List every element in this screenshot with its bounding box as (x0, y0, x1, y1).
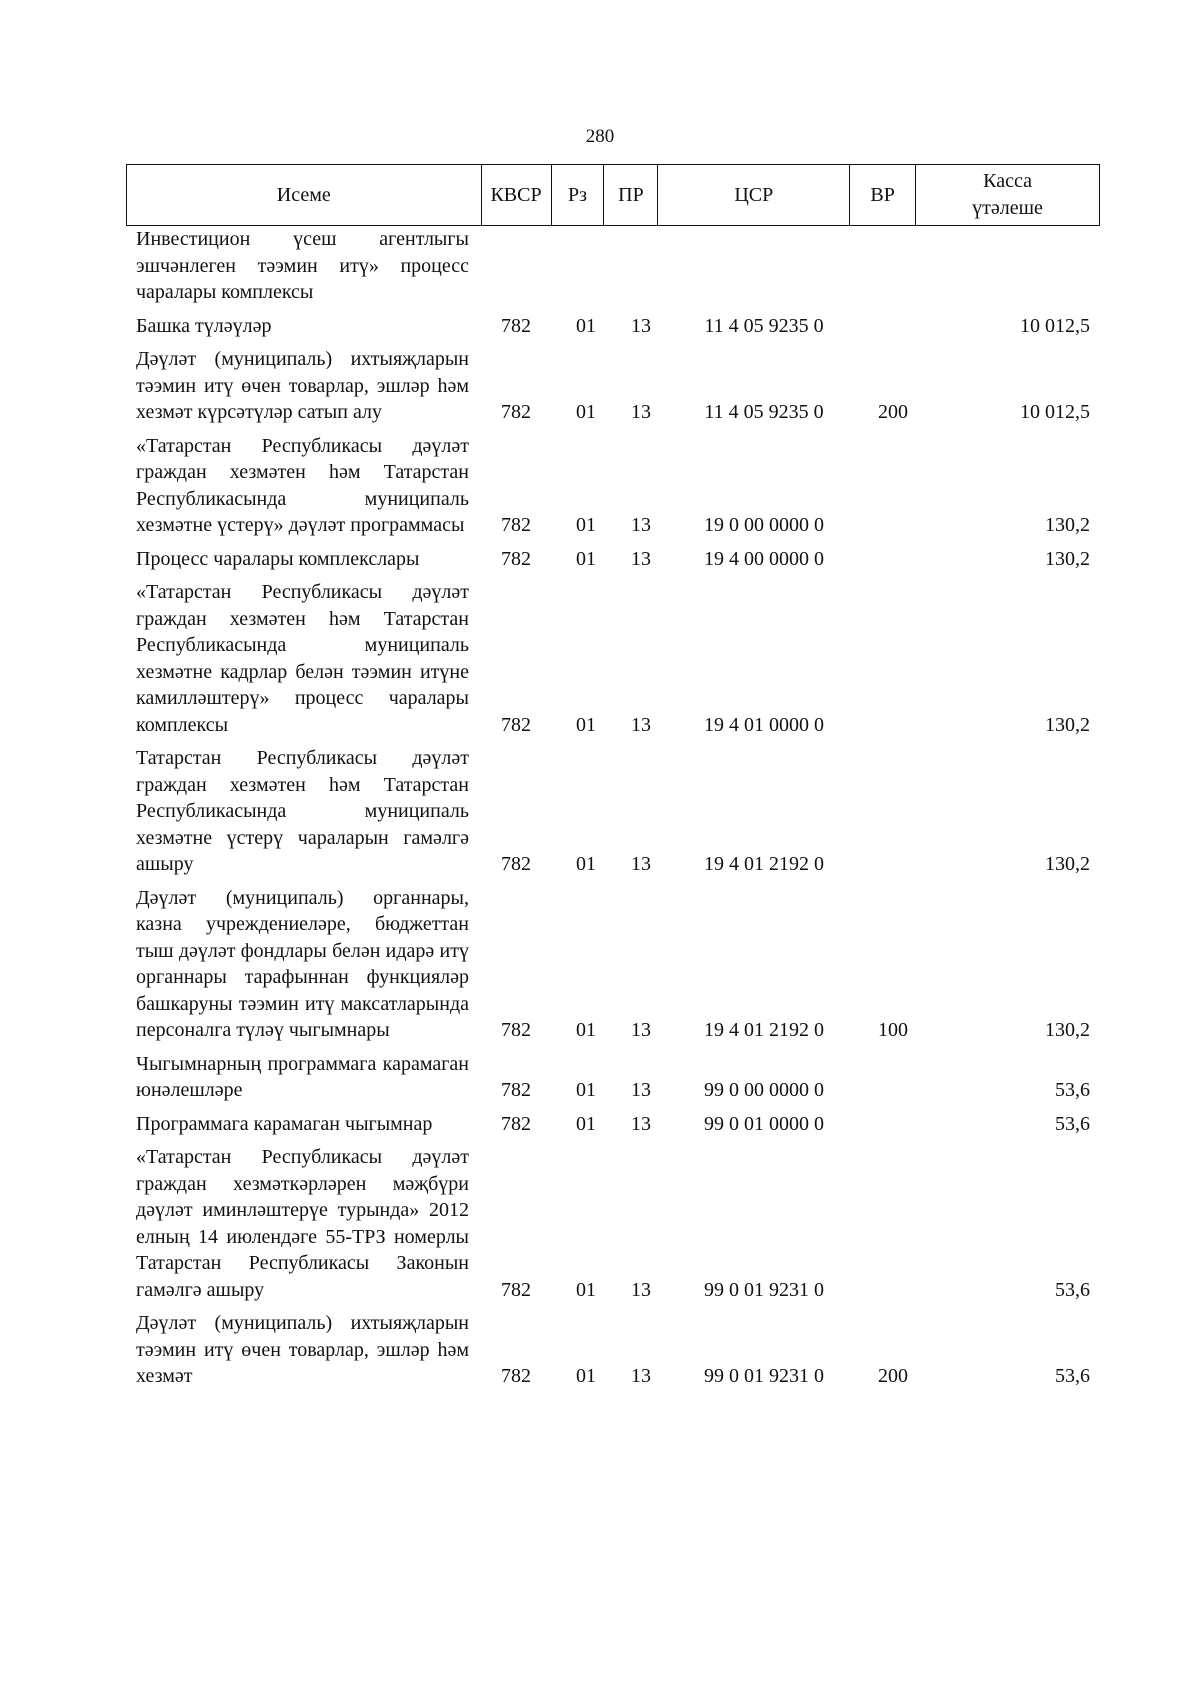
table-row (0, 226, 1200, 306)
row-kvsr: 782 (501, 514, 531, 536)
row-kvsr: 782 (501, 1278, 531, 1301)
table-row (0, 579, 1200, 738)
row-name: Дәүләт (муниципаль) ихтыяҗларын тәэмин итү өчен товарлар, эшләр һәм хезмәт күрсәтүләр сатып алу (136, 348, 469, 423)
row-sum: 130,2 (1045, 1019, 1090, 1041)
table-row (0, 745, 1200, 878)
row-pr: 13 (631, 514, 651, 536)
row-kvsr: 782 (501, 401, 531, 423)
column-header-sum: Касса үтәлеше (916, 165, 1100, 226)
row-kvsr: 782 (501, 1079, 531, 1101)
row-sum: 53,6 (1055, 1365, 1090, 1387)
table-row (0, 346, 1200, 426)
row-sum: 10 012,5 (1020, 314, 1090, 337)
row-pr: 13 (631, 1112, 651, 1135)
row-csr: 19 4 01 0000 0 (704, 713, 824, 736)
row-csr: 19 4 01 2192 0 (704, 1019, 824, 1041)
row-sum: 130,2 (1045, 713, 1090, 736)
table-row (0, 546, 1200, 573)
table-row (0, 1310, 1200, 1390)
row-name: «Татарстан Республикасы дәүләт граждан хезмәтен һәм Татарстан Республикасында муниципаль хезмәтне кадрлар белән тәэмин итүне камилләштерү» процесс чаралары комплексы (136, 581, 469, 736)
column-header-name: Исеме (127, 165, 482, 226)
row-vr: 200 (878, 401, 908, 423)
row-csr: 19 4 00 0000 0 (704, 547, 824, 570)
row-kvsr: 782 (501, 314, 531, 337)
row-sum: 53,6 (1055, 1278, 1090, 1301)
row-csr: 99 0 00 0000 0 (704, 1079, 824, 1101)
row-name: Программага карамаган чыгымнар (136, 1112, 433, 1135)
row-csr: 19 0 00 0000 0 (704, 514, 824, 536)
column-header-rz: Рз (551, 165, 604, 226)
row-kvsr: 782 (501, 1019, 531, 1041)
row-name: Башка түләүләр (136, 314, 272, 337)
row-kvsr: 782 (501, 713, 531, 736)
row-pr: 13 (631, 1079, 651, 1101)
row-sum: 130,2 (1045, 547, 1090, 570)
row-name: «Татарстан Республикасы дәүләт граждан хезмәтен һәм Татарстан Республикасында муниципаль хезмәтне үстерү» дәүләт программасы (136, 434, 469, 536)
row-sum: 130,2 (1045, 514, 1090, 536)
table-row (0, 433, 1200, 539)
row-pr: 13 (631, 1278, 651, 1301)
row-name: Татарстан Республикасы дәүләт граждан хезмәтен һәм Татарстан Республикасында муниципаль хезмәтне үстерү чараларын гамәлгә ашыру (136, 747, 469, 875)
row-csr: 19 4 01 2192 0 (704, 853, 824, 875)
row-kvsr: 782 (501, 547, 531, 570)
row-name: Инвестицион үсеш агентлыгы эшчәнлеген тәэмин итү» процесс чаралары комплексы (136, 228, 469, 303)
row-name: «Татарстан Республикасы дәүләт граждан хезмәткәрләрен мәҗбүри дәүләт иминләштерүе турында» 2012 елның 14 июлендәге 55-ТРЗ номерлы Татарстан Республикасы Законын гамәлгә ашыру (136, 1146, 469, 1301)
row-rz: 01 (576, 1278, 596, 1301)
table-row (0, 1111, 1200, 1138)
row-pr: 13 (631, 401, 651, 423)
row-rz: 01 (576, 547, 596, 570)
row-rz: 01 (576, 1019, 596, 1041)
row-csr: 99 0 01 9231 0 (704, 1365, 824, 1387)
row-pr: 13 (631, 853, 651, 875)
row-sum: 53,6 (1055, 1112, 1090, 1135)
row-rz: 01 (576, 713, 596, 736)
row-kvsr: 782 (501, 1365, 531, 1387)
row-rz: 01 (576, 401, 596, 423)
row-name: Дәүләт (муниципаль) ихтыяҗларын тәэмин итү өчен товарлар, эшләр һәм хезмәт (136, 1312, 469, 1387)
table-row (0, 313, 1200, 340)
row-name: Дәүләт (муниципаль) органнары, казна учреждениеләре, бюджеттан тыш дәүләт фондлары белән идарә итү органнары тарафыннан функцияләр башкаруны тәэмин итү максатларында персоналга түләү чыгымнары (136, 886, 469, 1041)
row-pr: 13 (631, 1019, 651, 1041)
row-rz: 01 (576, 853, 596, 875)
row-csr: 99 0 01 0000 0 (704, 1112, 824, 1135)
row-csr: 11 4 05 9235 0 (704, 401, 824, 423)
row-rz: 01 (576, 1079, 596, 1101)
row-pr: 13 (631, 1365, 651, 1387)
row-kvsr: 782 (501, 1112, 531, 1135)
page-number: 280 (585, 126, 615, 147)
row-vr: 100 (878, 1019, 908, 1041)
column-header-pr: ПР (604, 165, 658, 226)
row-pr: 13 (631, 314, 651, 337)
row-pr: 13 (631, 713, 651, 736)
row-sum: 10 012,5 (1020, 401, 1090, 423)
row-rz: 01 (576, 514, 596, 536)
row-name: Чыгымнарның программага карамаган юнәлешләре (136, 1052, 469, 1101)
column-header-vr: ВР (850, 165, 916, 226)
table-row (0, 885, 1200, 1044)
table-row (0, 1051, 1200, 1104)
row-rz: 01 (576, 314, 596, 337)
table-body (0, 226, 1200, 1397)
table-row (0, 1144, 1200, 1303)
table-header (126, 164, 1100, 226)
row-vr: 200 (878, 1365, 908, 1387)
column-header-kvsr: КВСР (481, 165, 551, 226)
row-rz: 01 (576, 1365, 596, 1387)
row-kvsr: 782 (501, 853, 531, 875)
row-name: Процесс чаралары комплекслары (136, 547, 420, 570)
row-sum: 130,2 (1045, 853, 1090, 875)
row-pr: 13 (631, 547, 651, 570)
row-csr: 11 4 05 9235 0 (704, 314, 824, 337)
row-csr: 99 0 01 9231 0 (704, 1278, 824, 1301)
column-header-csr: ЦСР (658, 165, 850, 226)
row-sum: 53,6 (1055, 1079, 1090, 1101)
row-rz: 01 (576, 1112, 596, 1135)
